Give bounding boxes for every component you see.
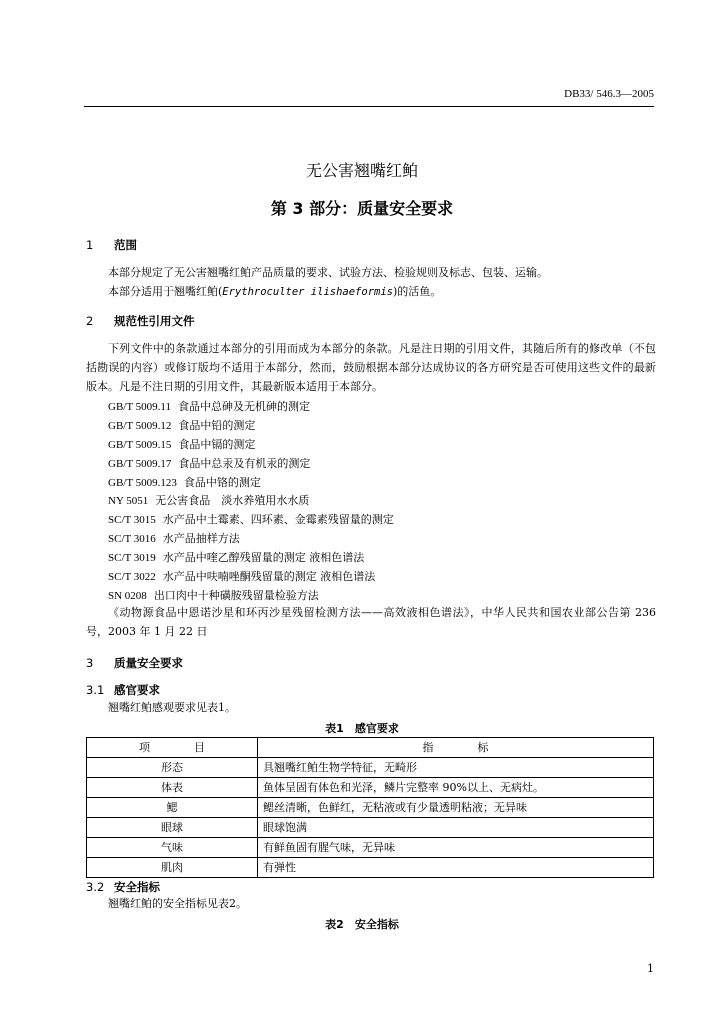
table-2-caption: 表2 安全指标 (325, 918, 399, 931)
reference-item: NY 5051 无公害食品 淡水养殖用水水质 (108, 494, 310, 508)
scope-paragraph-2: 本部分适用于翘嘴红鲌(Erythroculter ilishaeformis)的活鱼。 (108, 285, 442, 298)
section-1-heading (86, 237, 137, 253)
scope-paragraph-1: 本部分规定了无公害翘嘴红鲌产品质量的要求、试验方法、检验规则及标志、包装、运输。 (108, 266, 548, 279)
table-row: 肌肉 有弹性 (87, 858, 654, 878)
reference-item: GB/T 5009.12 食品中铅的测定 (108, 418, 256, 432)
reference-item: SC/T 3016 水产品抽样方法 (108, 532, 240, 546)
reference-item: GB/T 5009.17 食品中总汞及有机汞的测定 (108, 456, 311, 470)
column-header-item: 项 目 (87, 738, 258, 758)
table-row: 鳃 鳃丝清晰，色鲜红，无粘液或有少量透明粘液；无异味 (87, 798, 654, 818)
page-number: 1 (647, 962, 654, 975)
reference-item: SC/T 3019 水产品中喹乙醇残留量的测定 液相色谱法 (108, 551, 365, 565)
reference-item: SC/T 3022 水产品中呋喃唑酮残留量的测定 液相色谱法 (108, 570, 376, 584)
section-3-1-heading: 3.1 感官要求 (86, 683, 160, 697)
header-rule (84, 106, 654, 107)
table-header-row (87, 738, 654, 758)
species-latin-name: Erythroculter ilishaeformis (222, 286, 393, 298)
table-1-caption: 表1 感官要求 (325, 722, 399, 735)
section-3-2-text: 翘嘴红鲌的安全指标见表2。 (108, 897, 247, 910)
table-row: 眼球 眼球饱满 (87, 818, 654, 838)
column-header-indicator: 指 标 (258, 738, 654, 758)
reference-item: SC/T 3015 水产品中土霉素、四环素、金霉素残留量的测定 (108, 513, 394, 527)
section-2-heading: 2 规范性引用文件 (86, 314, 195, 328)
section-3-heading: 3 质量安全要求 (86, 656, 183, 670)
document-subtitle: 第 3 部分：质量安全要求 (270, 199, 454, 218)
section-number: 1 (86, 238, 94, 252)
table-row: 气味 有鲜鱼固有腥气味，无异味 (87, 838, 654, 858)
document-title: 无公害翘嘴红鲌 (305, 161, 418, 180)
table-row: 体表 鱼体呈固有体色和光泽，鳞片完整率 90%以上、无病灶。 (87, 778, 654, 798)
reference-item: SN 0208 出口肉中十种磺胺残留量检验方法 (108, 588, 319, 602)
section-3-1-text: 翘嘴红鲌感观要求见表1。 (108, 701, 236, 714)
sensory-requirements-table (86, 737, 654, 878)
reference-list (108, 398, 394, 606)
table-row: 形态 具翘嘴红鲌生物学特征，无畸形 (87, 758, 654, 778)
section-title: 范围 (114, 238, 137, 252)
reference-item: GB/T 5009.123 食品中铬的测定 (108, 475, 261, 489)
section-3-2-heading: 3.2 安全指标 (86, 880, 160, 894)
reference-item: GB/T 5009.11 食品中总砷及无机砷的测定 (108, 400, 310, 413)
standard-number: DB33/ 546.3—2005 (564, 88, 654, 100)
reference-item: GB/T 5009.15 食品中镉的测定 (108, 437, 256, 451)
reference-item-last: 《动物源食品中恩诺沙星和环丙沙星残留检测方法——高效液相色谱法》，中华人民共和国农业部公告第 236 号，2003 年 1 月 22 日 (86, 606, 656, 638)
references-intro: 下列文件中的条款通过本部分的引用而成为本部分的条款。凡是注日期的引用文件，其随后所有的修改单（不包括勘误的内容）或修订版均不适用于本部分，然而，鼓励根据本部分达成协议的各方研究是否可使用这些文件的最新版本。凡是不注日期的引用文件，其最新版本适用于本部分。 (86, 342, 656, 393)
